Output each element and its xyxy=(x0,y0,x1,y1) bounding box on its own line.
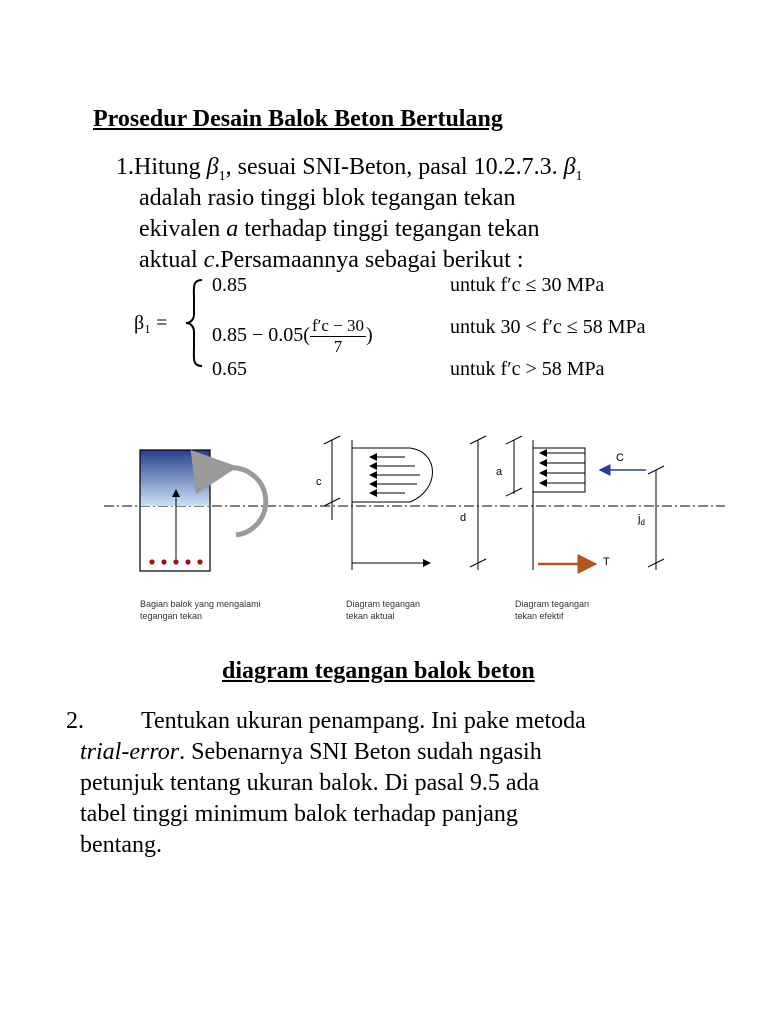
case-3-condition: untuk f′c > 58 MPa xyxy=(450,358,605,380)
c-symbol: c xyxy=(203,247,215,273)
step-1-line-3a: ekivalen xyxy=(139,216,221,242)
label-a: a xyxy=(496,466,503,478)
step-2-line-3: petunjuk tentang ukuran balok. Di pasal 9.5 ada xyxy=(80,770,540,796)
page-heading: Prosedur Desain Balok Beton Bertulang xyxy=(93,106,503,132)
beta-symbol: $\beta_1$ xyxy=(206,154,226,184)
caption-effective: Diagram tegangan tekan efektif xyxy=(515,599,590,621)
effective-stress-diagram xyxy=(470,436,664,570)
label-d: d xyxy=(460,512,467,524)
step-1-paragraph xyxy=(116,152,583,276)
caption-actual: Diagram tegangan tekan aktual xyxy=(346,599,421,621)
label-T: T xyxy=(603,556,610,568)
step-1-text-a: , sesuai SNI-Beton, pasal 10.2.7.3. xyxy=(225,154,558,180)
curly-brace xyxy=(184,278,206,368)
step-2-line-1: Tentukan ukuran penampang. Ini pake metoda xyxy=(141,708,586,734)
case-2-condition: untuk 30 < f′c ≤ 58 MPa xyxy=(450,316,646,338)
case-1-condition: untuk f′c ≤ 30 MPa xyxy=(450,274,605,296)
equation-lhs: β₁ = xyxy=(134,312,168,334)
compression-zone xyxy=(140,450,210,506)
label-C: C xyxy=(616,452,624,464)
label-c: c xyxy=(316,476,322,488)
step-1-number: 1. xyxy=(116,154,134,180)
fraction-numerator: f′c − 30 xyxy=(311,316,364,335)
step-1-line-4b: .Persamaannya sebagai berikut : xyxy=(214,247,524,273)
caption-beam-section: Bagian balok yang mengalami tegangan tekan xyxy=(140,599,261,621)
beta-symbol-2: $\beta_1$ xyxy=(563,154,583,184)
trial-error-italic: trial-error xyxy=(80,739,180,765)
step-2-line-2: . Sebenarnya SNI Beton sudah ngasih xyxy=(179,739,542,765)
step-1-hitung: Hitung xyxy=(134,154,201,180)
case-3-value: 0.65 xyxy=(212,358,247,380)
case-2-value: 0.85 − 0.05( $\frac{f'c - 30}{7}$ ) xyxy=(212,316,373,356)
fraction-denominator: 7 xyxy=(333,337,343,356)
case-1-value: 0.85 xyxy=(212,274,247,296)
step-2-paragraph xyxy=(66,706,706,861)
step-1-line-2: adalah rasio tinggi blok tegangan tekan xyxy=(139,185,516,211)
diagram-title: diagram tegangan balok beton xyxy=(222,658,535,684)
step-2-line-5: bentang. xyxy=(80,832,162,858)
step-2-number: 2. xyxy=(66,708,84,734)
beta1-equation xyxy=(134,272,694,382)
step-2-line-4: tabel tinggi minimum balok terhadap panjang xyxy=(80,801,518,827)
label-jd: $j_d$ xyxy=(638,513,645,528)
alpha-symbol: a xyxy=(226,216,239,242)
actual-stress-diagram xyxy=(324,436,433,570)
step-1-line-3b: terhadap tinggi tegangan tekan xyxy=(244,216,540,242)
moment-arrow xyxy=(228,468,266,535)
rebar-dots xyxy=(149,559,202,564)
step-1-line-4a: aktual xyxy=(139,247,198,273)
